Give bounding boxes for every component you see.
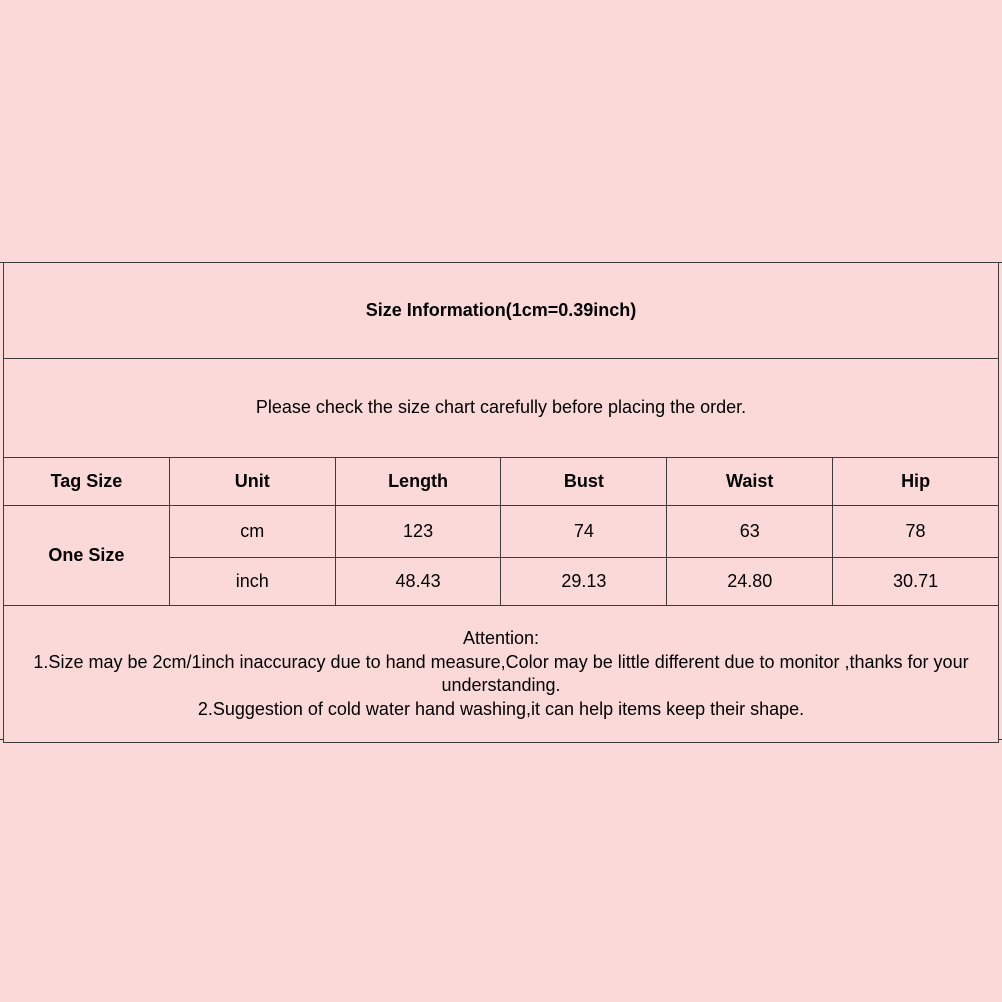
cm-row [4,506,999,558]
col-header-waist: Waist [667,458,833,506]
cell-bust-cm: 74 [501,506,667,558]
attention-line-1: 1.Size may be 2cm/1inch inaccuracy due to hand measure,Color may be little different due to monitor ,thanks for your [33,651,969,672]
cell-length-cm: 123 [335,506,501,558]
cell-bust-inch: 29.13 [501,558,667,606]
cell-length-inch: 48.43 [335,558,501,606]
cell-hip-cm: 78 [833,506,999,558]
col-header-unit: Unit [169,458,335,506]
table-title: Size Information(1cm=0.39inch) [4,263,999,359]
col-header-tag-size: Tag Size [4,458,170,506]
cell-waist-cm: 63 [667,506,833,558]
cell-unit-inch: inch [169,558,335,606]
attention-row [4,606,999,743]
col-header-bust: Bust [501,458,667,506]
cell-tag-size: One Size [4,506,170,606]
header-row [4,458,999,506]
table-subtitle: Please check the size chart carefully before placing the order. [4,359,999,458]
attention-notes [4,606,999,743]
cell-waist-inch: 24.80 [667,558,833,606]
size-table [3,262,999,743]
attention-line-2: 2.Suggestion of cold water hand washing,it can help items keep their shape. [197,698,805,719]
col-header-length: Length [335,458,501,506]
cell-unit-cm: cm [169,506,335,558]
attention-heading: Attention: [462,628,540,648]
subtitle-row [4,359,999,458]
title-row [4,263,999,359]
col-header-hip: Hip [833,458,999,506]
cell-hip-inch: 30.71 [833,558,999,606]
attention-line-1-cont: understanding. [441,675,561,695]
